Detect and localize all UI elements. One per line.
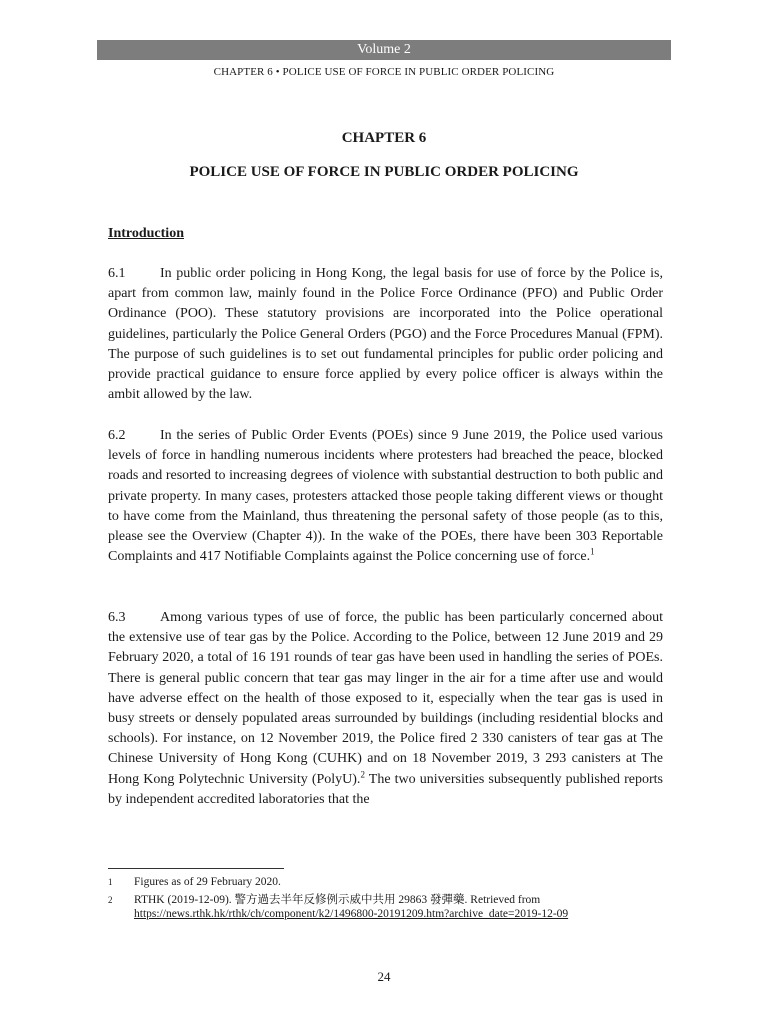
volume-header-bar <box>97 40 671 60</box>
footnote-ref[interactable]: 2 <box>360 768 365 779</box>
paragraph-text-continued: The two universities subsequently published reports by independent accredited laboratories that the <box>108 771 664 807</box>
footnote-number: 1 <box>108 877 113 887</box>
paragraph-number: 6.1 <box>108 266 126 281</box>
footnote-text: RTHK (2019-12-09). 警方過去半年反修例示威中共用 29863 發彈藥. Retrieved from <box>134 894 541 906</box>
page-number: 24 <box>377 969 391 984</box>
paragraph-text: In public order policing in Hong Kong, the legal basis for use of force by the Police is, apart from common law, mainly found in the Police Force Ordinance (PFO) and Public Order Ordinance (POO). These statutory provisions are incorporated into the Police operational guidelines, particularly the Police General Orders (PGO) and the Force Procedures Manual (FPM). The purpose of such guidelines is to set out fundamental principles for public order policing and provide practical guidance to ensure force applied by every police officer is always within the ambit allowed by the law. <box>108 266 663 403</box>
footnote-divider <box>108 868 284 869</box>
footnote-ref[interactable]: 1 <box>590 546 595 557</box>
paragraph-number: 6.2 <box>108 428 126 443</box>
running-chapter-header: CHAPTER 6 • POLICE USE OF FORCE IN PUBLIC ORDER POLICING <box>213 66 555 78</box>
paragraph-6-2 <box>108 426 663 567</box>
volume-label: Volume 2 <box>357 42 411 57</box>
paragraph-6-1 <box>108 264 663 405</box>
footnote-link[interactable]: https://news.rthk.hk/rthk/ch/component/k2/1496800-20191209.htm?archive_date=2019-12-09 <box>134 908 569 920</box>
footnote-number: 2 <box>108 895 113 905</box>
paragraph-text: In the series of Public Order Events (POEs) since 9 June 2019, the Police used various levels of force in handling numerous incidents where protesters had breached the peace, blocked roads and resorted to increasing degrees of violence with substantial destruction to both public and private property. In many cases, protesters attacked those people taking different views or thought to have come from the Mainland, thus threatening the personal safety of those people (as to this, please see the Overview (Chapter 4)). In the wake of the POEs, there have been 303 Reportable Complaints and 417 Notifiable Complaints against the Police concerning use of force. <box>108 428 663 565</box>
footnote-text: Figures as of 29 February 2020. <box>134 876 281 888</box>
chapter-title: CHAPTER 6 <box>341 130 427 146</box>
footnote-1 <box>108 875 668 889</box>
paragraph-number: 6.3 <box>108 610 126 625</box>
chapter-subtitle: POLICE USE OF FORCE IN PUBLIC ORDER POLICING <box>189 164 579 180</box>
section-heading: Introduction <box>108 226 184 241</box>
footnote-2 <box>108 893 668 921</box>
paragraph-6-3 <box>108 608 663 810</box>
paragraph-text: Among various types of use of force, the public has been particularly concerned about the extensive use of tear gas by the Police. According to the Police, between 12 June 2019 and 29 February 2020, a total of 16 191 rounds of tear gas have been used in handling the series of POEs. There is general public concern that tear gas may linger in the air for a time after use and would have adverse effect on the health of those exposed to it, especially when the tear gas is used in busy streets or densely populated areas surrounded by buildings (including residential blocks and schools). For instance, on 12 November 2019, the Police fired 2 330 canisters of tear gas at The Chinese University of Hong Kong (CUHK) and on 18 November 2019, 3 293 canisters at The Hong Kong Polytechnic University (PolyU). <box>108 610 663 787</box>
